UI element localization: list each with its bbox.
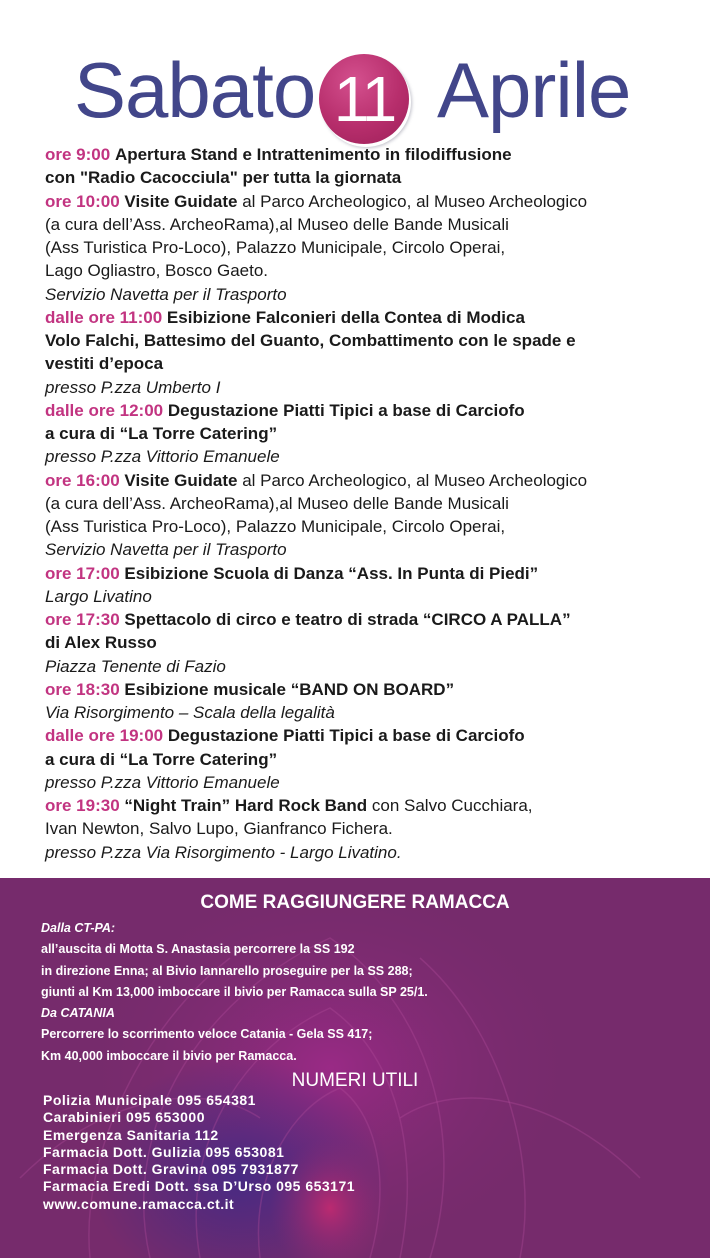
event-detail: Ivan Newton, Salvo Lupo, Gianfranco Fichera. (45, 819, 393, 839)
website-link[interactable]: www.comune.ramacca.ct.it (43, 1195, 235, 1212)
directions-heading: Da CATANIA (41, 1006, 115, 1021)
program-line (45, 655, 695, 678)
directions-text (41, 918, 681, 1067)
event-title: Esibizione musicale “BAND ON BOARD” (124, 679, 455, 699)
program-line (45, 631, 695, 654)
program-line (45, 143, 695, 166)
event-time: ore 18:30 (45, 679, 120, 699)
event-title: Esibizione Falconieri della Contea di Modica (166, 307, 525, 327)
program-line (45, 562, 695, 585)
useful-numbers-list (43, 1092, 643, 1213)
program-line (45, 724, 695, 747)
phone-number-line: Carabinieri 095 653000 (43, 1109, 205, 1126)
program-line (45, 538, 695, 561)
day-number-badge: 11 (319, 54, 409, 144)
event-title: Apertura Stand e Intrattenimento in filodiffusione (114, 145, 512, 164)
event-location: presso P.zza Via Risorgimento - Largo Livatino. (45, 842, 402, 862)
program-line (45, 515, 695, 538)
event-detail: (Ass Turistica Pro-Loco), Palazzo Municipale, Circolo Operai, (45, 238, 506, 257)
event-location: Piazza Tenente di Fazio (45, 656, 226, 676)
event-location: presso P.zza Vittorio Emanuele (45, 447, 280, 467)
event-detail: (a cura dell’Ass. ArcheoRama),al Museo delle Bande Musicali (45, 493, 509, 513)
phone-number-line: Polizia Municipale 095 654381 (43, 1092, 256, 1108)
event-title: Spettacolo di circo e teatro di strada “CIRCO A PALLA” (124, 610, 571, 629)
event-title: a cura di “La Torre Catering” (45, 424, 278, 443)
event-detail: (a cura dell’Ass. ArcheoRama),al Museo delle Bande Musicali (45, 214, 509, 234)
directions-line: in direzione Enna; al Bivio Iannarello proseguire per la SS 288; (41, 963, 413, 978)
program-line (45, 399, 695, 422)
event-title: vestiti d’epoca (45, 354, 164, 374)
program-line (45, 329, 695, 352)
directions-line: all’auscita di Motta S. Anastasia percorrere la SS 192 (41, 942, 355, 957)
page-title (0, 40, 710, 140)
event-detail: al Parco Archeologico, al Museo Archeologico (237, 470, 588, 490)
program-line (45, 236, 695, 259)
info-section (0, 878, 710, 1258)
event-title: di Alex Russo (45, 633, 157, 653)
program-line (45, 259, 695, 282)
program-line (45, 213, 695, 236)
program-line (45, 794, 695, 817)
directions-heading: Dalla CT-PA: (41, 921, 116, 935)
program-line (45, 445, 695, 468)
program-line (45, 701, 695, 724)
event-detail: (Ass Turistica Pro-Loco), Palazzo Municipale, Circolo Operai, (45, 517, 506, 536)
program-line (45, 492, 695, 515)
program-line (45, 469, 695, 492)
program-line (45, 585, 695, 608)
program-line (45, 376, 695, 399)
useful-numbers-title: NUMERI UTILI (291, 1070, 419, 1091)
event-location: Servizio Navetta per il Trasporto (45, 284, 287, 304)
event-time: ore 17:00 (45, 563, 120, 583)
program-line (45, 422, 695, 445)
event-location: presso P.zza Umberto I (45, 377, 221, 397)
event-time: ore 10:00 (45, 191, 120, 211)
event-title: Visite Guidate (124, 470, 238, 490)
event-title: con "Radio Cacocciula" per tutta la giornata (45, 168, 402, 188)
event-title: Esibizione Scuola di Danza “Ass. In Punta di Piedi” (124, 563, 539, 583)
event-detail: con Salvo Cucchiara, (367, 796, 533, 815)
program-line (45, 817, 695, 840)
program-line (45, 306, 695, 329)
month-name: Aprile (437, 46, 631, 134)
event-title: Volo Falchi, Battesimo del Guanto, Combattimento con le spade e (45, 331, 576, 350)
event-title: Visite Guidate (124, 191, 238, 211)
phone-number-line: Farmacia Dott. Gravina 095 7931877 (43, 1161, 299, 1178)
program-line (45, 678, 695, 701)
event-time: dalle ore 11:00 (45, 307, 163, 327)
day-name: Sabato (74, 46, 316, 134)
directions-line: Km 40,000 imboccare il bivio per Ramacca. (41, 1048, 297, 1063)
phone-number-line: Farmacia Dott. Gulizia 095 653081 (43, 1143, 285, 1160)
phone-number-line: Farmacia Eredi Dott. ssa D’Urso 095 653171 (43, 1178, 356, 1195)
program-line (45, 190, 695, 213)
event-time: ore 17:30 (45, 610, 120, 629)
directions-line: Percorrere lo scorrimento veloce Catania - Gela SS 417; (41, 1027, 373, 1042)
program-line (45, 841, 695, 864)
event-location: Servizio Navetta per il Trasporto (45, 540, 287, 560)
event-time: ore 9:00 (45, 145, 111, 164)
event-detail: al Parco Archeologico, al Museo Archeologico (237, 191, 588, 211)
program-line (45, 608, 695, 631)
event-title: “Night Train” Hard Rock Band (124, 796, 368, 815)
event-program (45, 143, 695, 864)
event-location: Largo Livatino (45, 586, 152, 606)
event-title: Degustazione Piatti Tipici a base di Carciofo (167, 400, 525, 420)
event-detail: Lago Ogliastro, Bosco Gaeto. (45, 261, 269, 281)
event-time: ore 16:00 (45, 470, 120, 490)
phone-number-line: Emergenza Sanitaria 112 (43, 1126, 219, 1143)
event-title: a cura di “La Torre Catering” (45, 749, 278, 769)
program-line (45, 283, 695, 306)
program-line (45, 166, 695, 189)
program-line (45, 771, 695, 794)
event-location: Via Risorgimento – Scala della legalità (45, 703, 335, 722)
directions-title: COME RAGGIUNGERE RAMACCA (200, 892, 510, 913)
program-line (45, 352, 695, 375)
directions-line: giunti al Km 13,000 imboccare il bivio per Ramacca sulla SP 25/1. (41, 984, 428, 999)
event-time: dalle ore 19:00 (45, 726, 164, 746)
event-location: presso P.zza Vittorio Emanuele (45, 772, 280, 792)
event-title: Degustazione Piatti Tipici a base di Carciofo (167, 726, 525, 746)
event-time: dalle ore 12:00 (45, 400, 164, 420)
program-line (45, 748, 695, 771)
event-time: ore 19:30 (45, 796, 120, 815)
